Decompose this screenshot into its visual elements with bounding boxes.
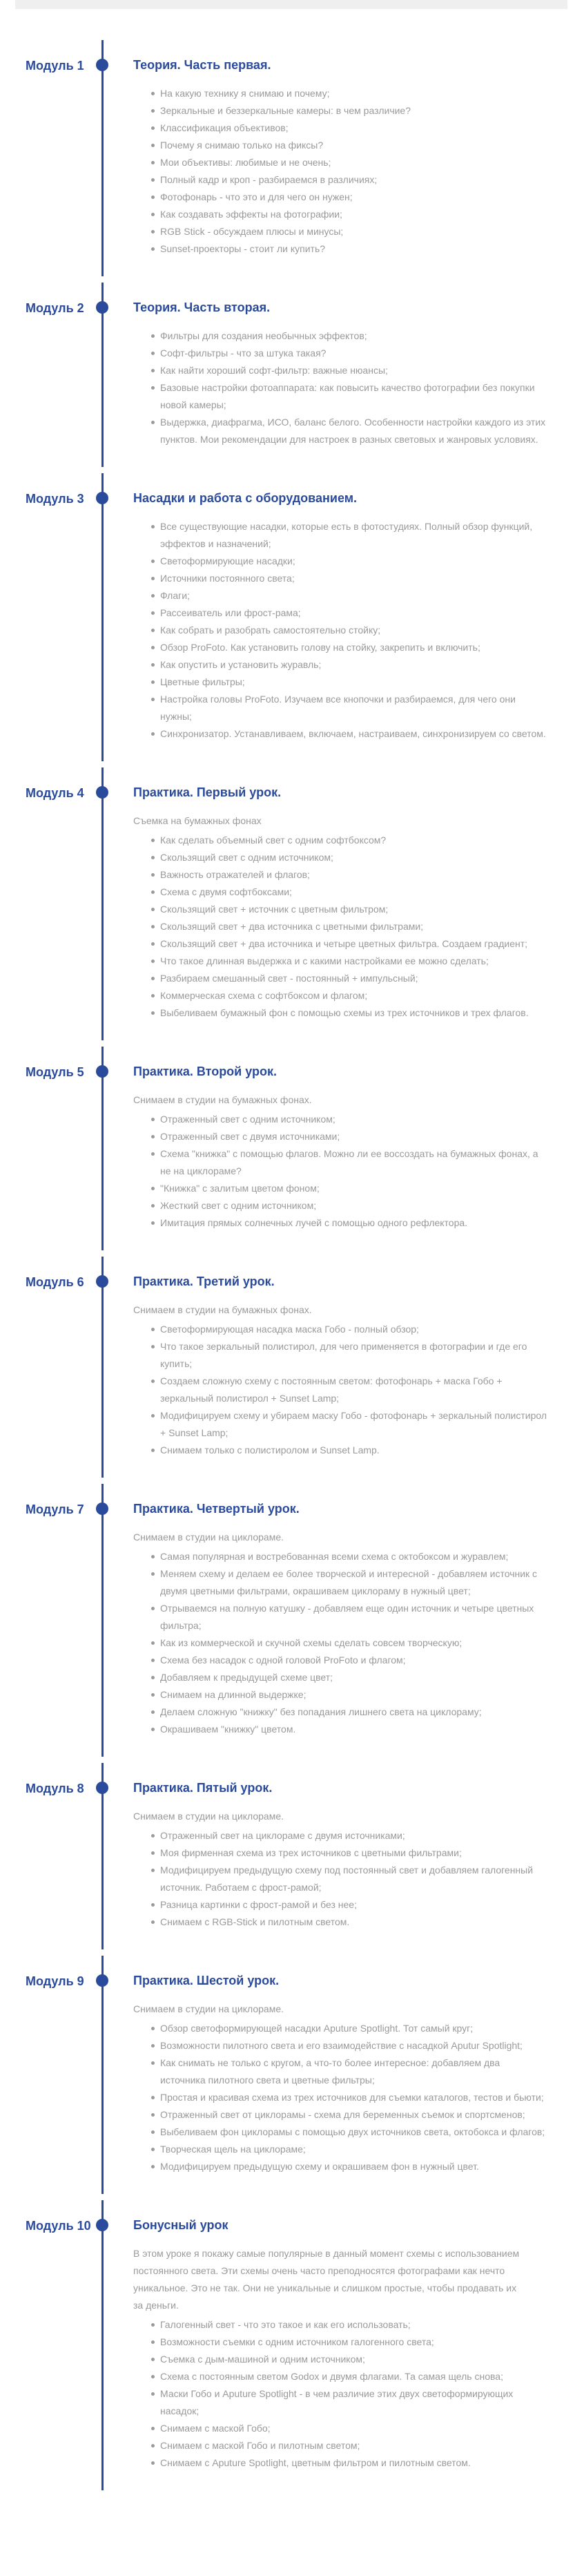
- module-title: Практика. Третий урок.: [133, 1275, 275, 1288]
- lesson-item: Как найти хороший софт-фильтр: важные нюансы;: [151, 362, 547, 379]
- lesson-item: Создаем сложную схему с постоянным светом: фотофонарь + маска Гобо + зеркальный полистирол + Sunset Lamp;: [151, 1373, 547, 1407]
- lesson-item: Скользящий свет + два источника и четыре цветных фильтра. Создаем градиент;: [151, 935, 547, 953]
- lesson-item: Коммерческая схема с софтбоксом и флагом;: [151, 987, 547, 1004]
- lesson-item: Творческая щель на циклораме;: [151, 2141, 547, 2158]
- lesson-item: Моя фирменная схема из трех источников с цветными фильтрами;: [151, 1844, 547, 1862]
- lesson-item: Полный кадр и кроп - разбираемся в различиях;: [151, 171, 547, 189]
- timeline-dot-icon: [96, 1974, 108, 1987]
- lesson-item: Возможности съемки с одним источником галогенного света;: [151, 2334, 547, 2351]
- lesson-item: Снимаем с RGB-Stick и пилотным светом.: [151, 1914, 547, 1931]
- lesson-item: Добавляем к предыдущей схеме цвет;: [151, 1669, 547, 1686]
- module-section: [0, 1047, 584, 1257]
- module-title: Практика. Второй урок.: [133, 1065, 278, 1078]
- lesson-item: Снимаем на длинной выдержке;: [151, 1686, 547, 1704]
- lesson-item: Что такое длинная выдержка и с какими настройками ее можно сделать;: [151, 953, 547, 970]
- module-section: [0, 40, 584, 283]
- module-item-list: [133, 1111, 547, 1232]
- lesson-item: Выбеливаем фон циклорамы с помощью двух источников света, октобокса и флагов;: [151, 2124, 547, 2141]
- lesson-item: Фильтры для создания необычных эффектов;: [151, 327, 547, 345]
- lesson-item: Делаем сложную "книжку" без попадания лишнего света на циклораму;: [151, 1704, 547, 1721]
- module-content: [133, 299, 547, 448]
- lesson-item: "Книжка" с залитым цветом фоном;: [151, 1180, 547, 1197]
- module-content: [133, 1780, 547, 1931]
- module-lead: Снимаем в студии на циклораме.: [133, 2003, 284, 2014]
- module-section: [0, 1484, 584, 1763]
- lesson-item: Простая и красивая схема из трех источников для съемки каталогов, тестов и бьюти;: [151, 2089, 547, 2106]
- module-content: [133, 1972, 547, 2175]
- lesson-item: Самая популярная и востребованная всеми схема с октобоксом и журавлем;: [151, 1548, 547, 1565]
- module-label: Модуль 9: [26, 1974, 84, 1988]
- lesson-item: Отраженный свет от циклорамы - схема для беременных съемок и спортсменов;: [151, 2106, 547, 2124]
- module-content: [133, 1063, 547, 1232]
- lesson-item: Что такое зеркальный полистирол, для чего применяется в фотографии и где его купить;: [151, 1338, 547, 1373]
- lesson-item: Снимаем с маской Гобо;: [151, 2420, 547, 2437]
- module-section: [0, 1956, 584, 2200]
- lesson-item: Как собрать и разобрать самостоятельно стойку;: [151, 622, 547, 639]
- module-label: Модуль 3: [26, 492, 84, 506]
- module-label: Модуль 6: [26, 1275, 84, 1289]
- module-section: [0, 473, 584, 767]
- module-label: Модуль 4: [26, 786, 84, 800]
- timeline-dot-icon: [96, 1275, 108, 1288]
- lesson-item: Выдержка, диафрагма, ИСО, баланс белого. Особенности настройки каждого из этих пунктов. Мои рекомендации для настроек в разных световых и жанровых условиях.: [151, 414, 547, 448]
- module-title: Практика. Пятый урок.: [133, 1781, 273, 1795]
- lesson-item: Скользящий свет с одним источником;: [151, 849, 547, 866]
- lesson-item: Как из коммерческой и скучной схемы сделать совсем творческую;: [151, 1634, 547, 1652]
- module-label: Модуль 10: [26, 2219, 91, 2233]
- module-item-list: [133, 2316, 547, 2472]
- module-section: [0, 1257, 584, 1484]
- lesson-item: RGB Stick - обсуждаем плюсы и минусы;: [151, 223, 547, 240]
- lesson-item: Жесткий свет с одним источником;: [151, 1197, 547, 1214]
- lesson-item: Рассеиватель или фрост-рама;: [151, 604, 547, 622]
- module-lead: Снимаем в студии на бумажных фонах.: [133, 1094, 312, 1105]
- lesson-item: Флаги;: [151, 587, 547, 604]
- lesson-item: Отраженный свет с двумя источниками;: [151, 1128, 547, 1145]
- module-content: [133, 1273, 547, 1459]
- lesson-item: Меняем схему и делаем ее более творческой и интересной - добавляем источник с двумя цветными фильтрами, окрашиваем циклораму в нужный цвет;: [151, 1565, 547, 1600]
- timeline-dot-icon: [96, 1782, 108, 1794]
- lesson-item: Светоформирующая насадка маска Гобо - полный обзор;: [151, 1321, 547, 1338]
- lesson-item: Как снимать не только с кругом, а что-то более интересное: добавляем два источника пилотного света и цветные фильтры;: [151, 2054, 547, 2089]
- top-bar: [15, 0, 567, 9]
- module-item-list: [133, 85, 547, 258]
- module-content: [133, 57, 547, 258]
- lesson-item: Светоформирующие насадки;: [151, 553, 547, 570]
- lesson-item: Разница картинки с фрост-рамой и без нее;: [151, 1896, 547, 1914]
- module-section: [0, 1763, 584, 1956]
- lesson-item: Отраженный свет с одним источником;: [151, 1111, 547, 1128]
- module-label: Модуль 5: [26, 1065, 84, 1079]
- lesson-item: Схема с двумя софтбоксами;: [151, 884, 547, 901]
- lesson-item: Как сделать объемный свет с одним софтбоксом?: [151, 832, 547, 849]
- lesson-item: Отраженный свет на циклораме с двумя источниками;: [151, 1827, 547, 1844]
- timeline-dot-icon: [96, 1502, 108, 1515]
- lesson-item: Съемка с дым-машиной и одним источником;: [151, 2351, 547, 2368]
- module-content: [133, 1500, 547, 1738]
- module-section: [0, 283, 584, 473]
- lesson-item: Обзор ProFoto. Как установить голову на стойку, закрепить и включить;: [151, 639, 547, 656]
- module-lead: Снимаем в студии на циклораме.: [133, 1532, 284, 1543]
- timeline-dot-icon: [96, 786, 108, 799]
- lesson-item: Разбираем смешанный свет - постоянный + импульсный;: [151, 970, 547, 987]
- lesson-item: Обзор светоформирующей насадки Aputure Spotlight. Тот самый круг;: [151, 2020, 547, 2037]
- timeline-dot-icon: [96, 1065, 108, 1078]
- module-title: Практика. Четвертый урок.: [133, 1502, 300, 1516]
- module-lead: В этом уроке я покажу самые популярные в данный момент схемы с использованием постоянного света. Эти схемы очень часто преподносятся фотографами как нечто уникальное. Это не так. Они не уникальные и слишком простые, чтобы продавать их за деньги.: [133, 2248, 520, 2311]
- lesson-item: Схема без насадок с одной головой ProFoto и флагом;: [151, 1652, 547, 1669]
- lesson-item: Почему я снимаю только на фиксы?: [151, 137, 547, 154]
- module-content: [133, 2217, 547, 2472]
- lesson-item: Модифицируем предыдущую схему и окрашиваем фон в нужный цвет.: [151, 2158, 547, 2175]
- module-item-list: [133, 327, 547, 448]
- lesson-item: Все существующие насадки, которые есть в фотостудиях. Полный обзор функций, эффектов и назначений;: [151, 518, 547, 553]
- lesson-item: Схема с постоянным светом Godox и двумя флагами. Та самая щель снова;: [151, 2368, 547, 2385]
- lesson-item: Базовые настройки фотоаппарата: как повысить качество фотографии без покупки новой камеры;: [151, 379, 547, 414]
- module-item-list: [133, 518, 547, 743]
- timeline-dot-icon: [96, 301, 108, 314]
- module-title: Насадки и работа с оборудованием.: [133, 491, 358, 505]
- lesson-item: Схема "книжка" с помощью флагов. Можно ли ее воссоздать на бумажных фонах, а не на циклораме?: [151, 1145, 547, 1180]
- module-item-list: [133, 1321, 547, 1459]
- module-title: Практика. Шестой урок.: [133, 1974, 280, 1987]
- module-title: Бонусный урок: [133, 2218, 228, 2232]
- timeline-dot-icon: [96, 59, 108, 71]
- lesson-item: Мои объективы: любимые и не очень;: [151, 154, 547, 171]
- lesson-item: Синхронизатор. Устанавливаем, включаем, настраиваем, синхронизируем со светом.: [151, 725, 547, 743]
- lesson-item: Источники постоянного света;: [151, 570, 547, 587]
- module-content: [133, 784, 547, 1022]
- lesson-item: Возможности пилотного света и его взаимодействие с насадкой Aputur Spotlight;: [151, 2037, 547, 2054]
- lesson-item: Как опустить и установить журавль;: [151, 656, 547, 674]
- module-section: [0, 2200, 584, 2497]
- lesson-item: Окрашиваем "книжку" цветом.: [151, 1721, 547, 1738]
- lesson-item: Sunset-проекторы - стоит ли купить?: [151, 240, 547, 258]
- module-label: Модуль 7: [26, 1502, 84, 1516]
- module-label: Модуль 1: [26, 59, 84, 73]
- lesson-item: Скользящий свет + источник с цветным фильтром;: [151, 901, 547, 918]
- module-lead: Съемка на бумажных фонах: [133, 815, 262, 826]
- lesson-item: Важность отражателей и флагов;: [151, 866, 547, 884]
- module-title: Теория. Часть первая.: [133, 58, 271, 72]
- lesson-item: Галогенный свет - что это такое и как его использовать;: [151, 2316, 547, 2334]
- lesson-item: Снимаем с маской Гобо и пилотным светом;: [151, 2437, 547, 2454]
- lesson-item: Софт-фильтры - что за штука такая?: [151, 345, 547, 362]
- module-label: Модуль 2: [26, 301, 84, 315]
- lesson-item: На какую технику я снимаю и почему;: [151, 85, 547, 102]
- module-title: Практика. Первый урок.: [133, 785, 282, 799]
- timeline-dot-icon: [96, 492, 108, 504]
- lesson-item: Снимаем с Aputure Spotlight, цветным фильтром и пилотным светом.: [151, 2454, 547, 2472]
- module-item-list: [133, 1548, 547, 1738]
- lesson-item: Цветные фильтры;: [151, 674, 547, 691]
- lesson-item: Настройка головы ProFoto. Изучаем все кнопочки и разбираемся, для чего они нужны;: [151, 691, 547, 725]
- lesson-item: Фотофонарь - что это и для чего он нужен;: [151, 189, 547, 206]
- module-item-list: [133, 1827, 547, 1931]
- lesson-item: Зеркальные и беззеркальные камеры: в чем различие?: [151, 102, 547, 120]
- module-title: Теория. Часть вторая.: [133, 300, 271, 314]
- module-section: [0, 767, 584, 1047]
- lesson-item: Модифицируем предыдущую схему под постоянный свет и добавляем галогенный источник. Работаем с фрост-рамой;: [151, 1862, 547, 1896]
- module-lead: Снимаем в студии на бумажных фонах.: [133, 1304, 312, 1315]
- lesson-item: Маски Гобо и Aputure Spotlight - в чем различие этих двух светоформирующих насадок;: [151, 2385, 547, 2420]
- lesson-item: Отрываемся на полную катушку - добавляем еще один источник и четыре цветных фильтра;: [151, 1600, 547, 1634]
- module-lead: Снимаем в студии на циклораме.: [133, 1811, 284, 1822]
- lesson-item: Модифицируем схему и убираем маску Гобо - фотофонарь + зеркальный полистирол + Sunset Lamp;: [151, 1407, 547, 1442]
- module-item-list: [133, 832, 547, 1022]
- module-item-list: [133, 2020, 547, 2175]
- lesson-item: Классификация объективов;: [151, 120, 547, 137]
- lesson-item: Выбеливаем бумажный фон с помощью схемы из трех источников и трех флагов.: [151, 1004, 547, 1022]
- lesson-item: Скользящий свет + два источника с цветными фильтрами;: [151, 918, 547, 935]
- lesson-item: Имитация прямых солнечных лучей с помощью одного рефлектора.: [151, 1214, 547, 1232]
- module-content: [133, 490, 547, 743]
- module-label: Модуль 8: [26, 1782, 84, 1795]
- lesson-item: Снимаем только с полистиролом и Sunset Lamp.: [151, 1442, 547, 1459]
- timeline-dot-icon: [96, 2219, 108, 2231]
- lesson-item: Как создавать эффекты на фотографии;: [151, 206, 547, 223]
